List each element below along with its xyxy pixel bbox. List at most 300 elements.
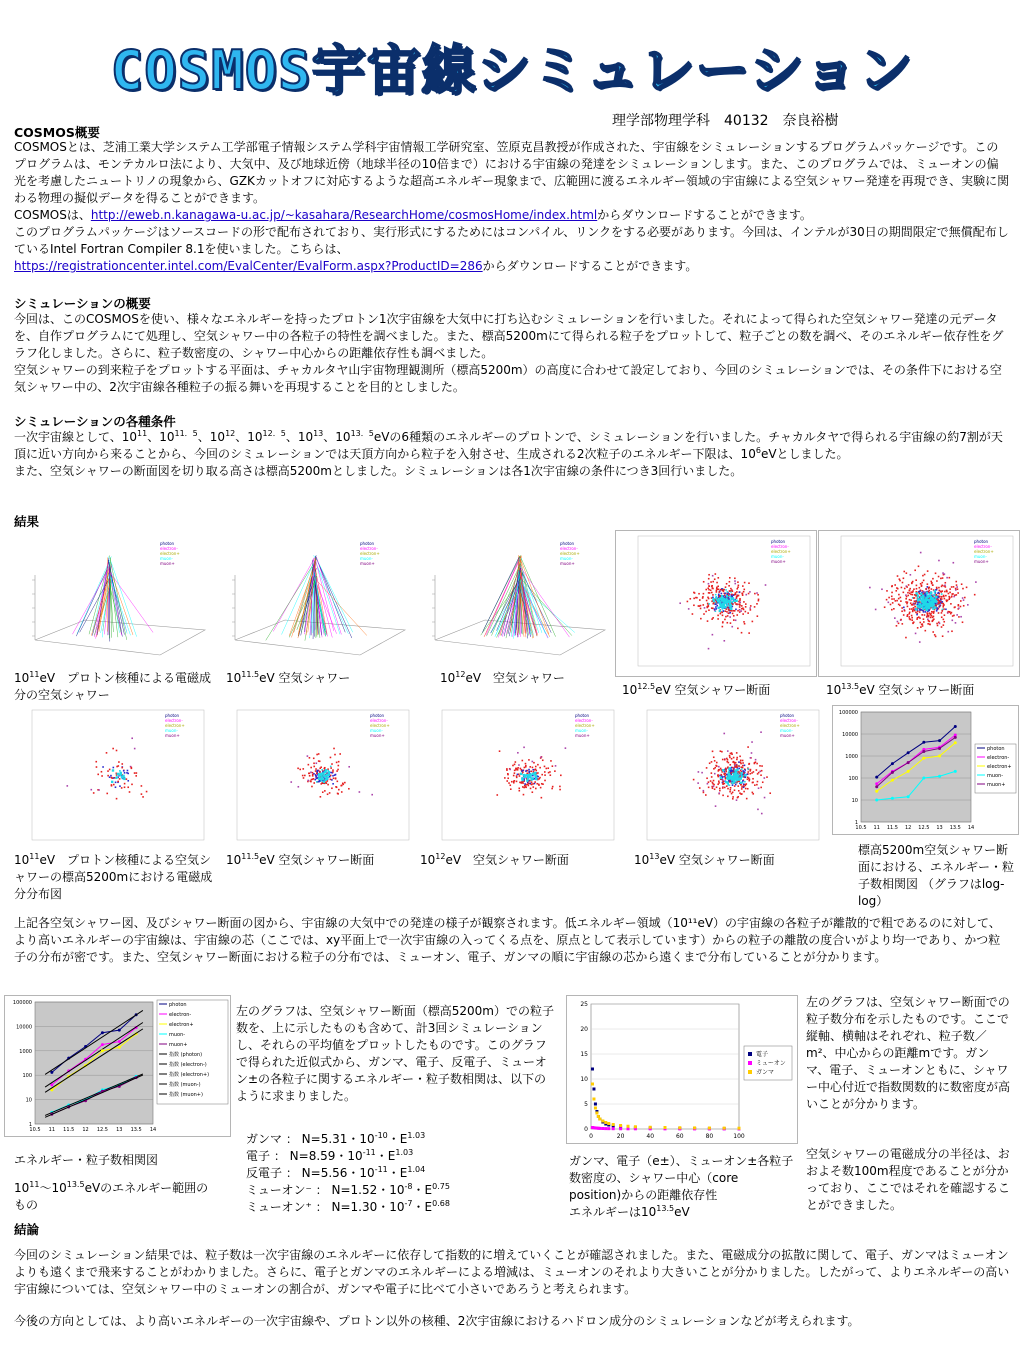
particle-point — [890, 604, 892, 606]
caption-text: eV プロトン核種による空気シャワーの標高5200mにおける電磁成分分布図 — [14, 853, 213, 901]
formula-coef: N=5.56・10 — [301, 1166, 375, 1180]
particle-point — [525, 763, 527, 765]
particle-point — [732, 798, 734, 800]
particle-point — [734, 610, 736, 612]
density-point-ガンマ — [634, 1125, 637, 1128]
particle-point — [316, 754, 318, 756]
particle-point — [746, 773, 748, 775]
x-tick-label: 11 — [873, 825, 880, 831]
particle-point — [742, 613, 744, 615]
overview-p1: COSMOSとは、芝浦工業大学システム工学部電子情報システム学科宇宙情報工学研究室、笠原克昌教授が作成された、宇宙線をシミュレーションするプログラムパッケージです。このプログラムは、モンテカルロ法により、大気中、及び地球近傍（地球半径の10倍まで）における宇宙線の発達をシミュレーションします。また、このプログラムでは、ミューオンの偏光を考慮したニュートリノの現象から、GZKカットオフに対応するような超高エネルギー現象まで、広範囲に渡るエネルギー領域の宇宙線による空気シャワー発達を再現でき、実験に関わる物理の擬似データを得ることができます。 — [14, 140, 1010, 205]
poster-title: COSMOS宇宙線シミュレーション — [110, 39, 914, 102]
muon-point — [733, 781, 735, 783]
particle-point — [552, 765, 554, 767]
particle-point — [724, 759, 726, 761]
particle-point — [717, 774, 719, 776]
legend-label: electron- — [160, 546, 178, 551]
particle-point — [912, 610, 914, 612]
particle-point — [530, 788, 532, 790]
particle-point — [895, 590, 897, 592]
particle-point — [750, 757, 752, 759]
particle-point — [921, 582, 923, 584]
particle-point — [908, 584, 910, 586]
particle-point — [711, 585, 713, 587]
particle-point — [550, 774, 552, 776]
muon-point — [741, 775, 743, 777]
particle-point — [66, 785, 68, 787]
particle-point — [708, 609, 710, 611]
exponent: 11 — [29, 852, 40, 861]
muon-point — [526, 779, 528, 781]
particle-point — [722, 787, 724, 789]
x-tick-label: 14 — [967, 825, 975, 831]
particle-point — [723, 640, 725, 642]
density-point-電子 — [592, 1088, 595, 1091]
particle-point — [967, 604, 969, 606]
particle-point — [949, 611, 951, 613]
particle-point — [909, 599, 911, 601]
exponent: 11．5 — [174, 429, 198, 438]
particle-point — [911, 591, 913, 593]
particle-point — [898, 623, 900, 625]
conclusion-p2: 今後の方向としては、より高いエネルギーの一次宇宙線や、プロトン以外の核種、2次宇宙線におけるハドロン成分のシミュレーションなどが考えられます。 — [14, 1314, 860, 1328]
particle-point — [734, 594, 736, 596]
particle-point — [307, 780, 309, 782]
series-point-photon — [891, 762, 894, 765]
legend-label: 指数 (muon-) — [169, 1082, 201, 1088]
particle-point — [715, 573, 717, 575]
scatter-svg — [10, 705, 210, 850]
particle-point — [953, 596, 955, 598]
muon-point — [927, 605, 929, 607]
particle-point — [765, 584, 767, 586]
formula-row — [246, 1165, 566, 1182]
particle-point — [146, 791, 148, 793]
particle-point — [699, 787, 701, 789]
sim-overview-body — [14, 311, 1010, 396]
x-tick-label: 80 — [705, 1133, 714, 1140]
particle-point — [528, 771, 530, 773]
particle-point — [944, 582, 946, 584]
particle-point — [706, 777, 708, 779]
formula-particle: 電子 — [246, 1149, 271, 1163]
series-point-muon+ — [907, 761, 910, 764]
particle-point — [692, 613, 694, 615]
muon-point — [740, 782, 742, 784]
particle-point — [769, 792, 771, 794]
caption-text: 10 — [826, 683, 842, 697]
legend-label: photon — [771, 539, 786, 544]
particle-point — [948, 593, 950, 595]
particle-point — [946, 577, 948, 579]
particle-point — [710, 581, 712, 583]
exponent: -11 — [362, 1148, 376, 1157]
particle-point — [514, 770, 516, 772]
particle-point — [731, 589, 733, 591]
cross-section-plot-13-5 — [818, 530, 1020, 677]
x-tick-label: 60 — [675, 1133, 684, 1140]
density-chart — [566, 995, 798, 1144]
shower-3d-svg — [10, 535, 210, 665]
legend-label: muon+ — [160, 561, 175, 566]
particle-point — [745, 603, 747, 605]
formula-particle: 反電子 — [246, 1166, 283, 1180]
particle-point — [738, 790, 740, 792]
particle-point — [734, 762, 736, 764]
particle-point — [527, 770, 529, 772]
particle-point — [119, 770, 121, 772]
particle-point — [756, 603, 758, 605]
particle-point — [329, 792, 331, 794]
particle-point — [943, 604, 945, 606]
particle-point — [731, 758, 733, 760]
particle-point — [916, 614, 918, 616]
particle-point — [708, 578, 710, 580]
particle-point — [536, 783, 538, 785]
caption-fig12 — [14, 1180, 214, 1214]
particle-point — [923, 611, 925, 613]
particle-point — [712, 575, 714, 577]
particle-point — [744, 769, 746, 771]
particle-point — [737, 581, 739, 583]
particle-point — [939, 606, 941, 608]
series-point-muon- — [954, 770, 957, 773]
x-tick-label: 10.5 — [855, 825, 867, 831]
energy-count-chart-large — [4, 995, 231, 1137]
density-point-ガンマ — [627, 1125, 630, 1128]
muon-point — [326, 778, 328, 780]
particle-point — [555, 765, 557, 767]
formula-sep: ： — [282, 1132, 302, 1146]
muon-point — [927, 596, 929, 598]
overview-body — [14, 139, 1010, 275]
conditions-text: eVとしました。 — [760, 447, 849, 461]
particle-point — [327, 784, 329, 786]
particle-point — [906, 603, 908, 605]
particle-point — [908, 616, 910, 618]
particle-point — [895, 600, 897, 602]
particle-point — [507, 773, 509, 775]
caption-text: eV 空気シャワー断面 — [655, 683, 771, 697]
particle-point — [931, 611, 933, 613]
particle-point — [886, 599, 888, 601]
exponent: 0.75 — [432, 1182, 450, 1191]
particle-point — [942, 606, 944, 608]
particle-point — [902, 582, 904, 584]
particle-point — [941, 596, 943, 598]
particle-point — [747, 746, 749, 748]
formula-sep: ： — [311, 1183, 332, 1197]
particle-point — [716, 765, 718, 767]
exponent: 12.5 — [637, 682, 656, 691]
particle-point — [729, 784, 731, 786]
particle-point — [540, 787, 542, 789]
muon-point — [929, 594, 931, 596]
particle-point — [316, 772, 318, 774]
legend-label: electron- — [780, 718, 798, 723]
particle-point — [953, 562, 955, 564]
particle-point — [532, 791, 534, 793]
particle-point — [713, 780, 715, 782]
muon-point — [922, 598, 924, 600]
legend-label: muon- — [370, 728, 383, 733]
particle-point — [720, 768, 722, 770]
particle-point — [712, 588, 714, 590]
particle-point — [124, 783, 126, 785]
x-tick-label: 13 — [116, 1127, 123, 1133]
particle-point — [725, 589, 727, 591]
particle-point — [721, 593, 723, 595]
particle-point — [735, 609, 737, 611]
particle-point — [752, 792, 754, 794]
particle-point — [903, 614, 905, 616]
particle-point — [722, 795, 724, 797]
cross-section-plot-11-5 — [215, 705, 415, 850]
particle-point — [941, 612, 943, 614]
density-point-ミューオン — [619, 1127, 622, 1130]
muon-point — [736, 777, 738, 779]
particle-point — [944, 573, 946, 575]
particle-point — [915, 633, 917, 635]
exponent: 6 — [755, 446, 761, 455]
particle-point — [951, 620, 953, 622]
particle-point — [722, 608, 724, 610]
overview-p2-pre: COSMOSは、 — [14, 208, 91, 222]
particle-point — [514, 780, 516, 782]
particle-point — [729, 612, 731, 614]
particle-point — [898, 594, 900, 596]
particle-point — [943, 619, 945, 621]
y-tick-label: 100000 — [838, 710, 858, 716]
density-point-ガンマ — [678, 1126, 681, 1129]
particle-point — [963, 605, 965, 607]
y-tick-label: 100 — [848, 776, 858, 782]
particle-point — [735, 603, 737, 605]
particle-point — [333, 777, 335, 779]
particle-point — [894, 617, 896, 619]
particle-point — [941, 616, 943, 618]
muon-point — [721, 598, 723, 600]
caption-text: エネルギーは10 — [569, 1205, 657, 1219]
particle-point — [723, 733, 725, 735]
particle-point — [757, 615, 759, 617]
exponent: 11 — [29, 670, 40, 679]
x-tick-label: 13.5 — [949, 825, 961, 831]
shower-3d-svg — [410, 535, 610, 665]
particle-point — [924, 614, 926, 616]
particle-point — [914, 600, 916, 602]
particle-point — [322, 791, 324, 793]
muon-point — [119, 773, 121, 775]
particle-point — [90, 789, 92, 791]
particle-point — [750, 769, 752, 771]
x-tick-label: 12.5 — [918, 825, 930, 831]
particle-point — [935, 604, 937, 606]
particle-point — [514, 764, 516, 766]
particle-point — [725, 610, 727, 612]
formula-energy: ・E — [387, 1166, 408, 1180]
shower-track — [76, 567, 108, 636]
particle-point — [743, 786, 745, 788]
exponent: -11 — [374, 1165, 388, 1174]
particle-point — [727, 622, 729, 624]
particle-point — [945, 595, 947, 597]
particle-point — [308, 764, 310, 766]
particle-point — [958, 607, 960, 609]
particle-point — [718, 591, 720, 593]
particle-point — [726, 611, 728, 613]
y-tick-label: 15 — [580, 1051, 588, 1058]
particle-point — [711, 772, 713, 774]
particle-point — [713, 786, 715, 788]
chart-plot-area — [35, 1002, 153, 1124]
caption-text: eV 空気シャワー — [259, 671, 351, 685]
particle-point — [313, 763, 315, 765]
particle-point — [506, 780, 508, 782]
particle-point — [717, 618, 719, 620]
particle-point — [755, 759, 757, 761]
particle-point — [756, 769, 758, 771]
plot-legend — [370, 713, 390, 738]
particle-point — [541, 774, 543, 776]
particle-point — [97, 774, 99, 776]
shower-3d-plot-3 — [410, 535, 610, 665]
caption-fig4 — [622, 682, 822, 699]
particle-point — [508, 782, 510, 784]
legend-label: electron+ — [987, 764, 1012, 770]
particle-point — [911, 615, 913, 617]
legend-label: muon+ — [169, 1042, 188, 1048]
particle-point — [729, 590, 731, 592]
particle-point — [732, 613, 734, 615]
particle-point — [956, 614, 958, 616]
particle-point — [935, 636, 937, 638]
plot-legend — [771, 539, 791, 564]
particle-point — [727, 788, 729, 790]
particle-point — [298, 786, 300, 788]
particle-point — [127, 770, 129, 772]
particle-point — [731, 753, 733, 755]
particle-point — [919, 587, 921, 589]
particle-point — [745, 594, 747, 596]
density-point-ミューオン — [612, 1127, 615, 1130]
particle-point — [734, 583, 736, 585]
particle-point — [319, 771, 321, 773]
cross-section-plot-12 — [420, 705, 620, 850]
particle-point — [327, 768, 329, 770]
particle-point — [712, 581, 714, 583]
particle-point — [911, 608, 913, 610]
particle-point — [697, 782, 699, 784]
particle-point — [708, 598, 710, 600]
particle-point — [736, 766, 738, 768]
particle-point — [933, 616, 935, 618]
particle-point — [931, 588, 933, 590]
particle-point — [731, 626, 733, 628]
particle-point — [729, 577, 731, 579]
overview-p3-post: からダウンロードすることができます。 — [482, 259, 698, 273]
particle-point — [894, 584, 896, 586]
particle-point — [102, 766, 104, 768]
particle-point — [727, 795, 729, 797]
muon-point — [535, 778, 537, 780]
particle-point — [741, 605, 743, 607]
particle-point — [937, 600, 939, 602]
particle-point — [698, 593, 700, 595]
particle-point — [757, 809, 759, 811]
particle-point — [525, 786, 527, 788]
exponent: 0.68 — [432, 1199, 450, 1208]
particle-point — [923, 618, 925, 620]
particle-point — [713, 756, 715, 758]
muon-point — [717, 600, 719, 602]
particle-point — [720, 589, 722, 591]
formula-energy: ・E — [412, 1200, 433, 1214]
particle-point — [912, 622, 914, 624]
particle-point — [952, 615, 954, 617]
particle-point — [905, 601, 907, 603]
legend-swatch — [748, 1052, 752, 1056]
particle-point — [330, 766, 332, 768]
exponent: 11 — [29, 1180, 40, 1189]
particle-point — [907, 606, 909, 608]
particle-point — [942, 577, 944, 579]
particle-point — [869, 587, 871, 589]
particle-point — [899, 578, 901, 580]
caption-text: eVのエネルギー範囲のもの — [14, 1181, 209, 1212]
exponent: 12 — [435, 852, 446, 861]
particle-point — [121, 763, 123, 765]
formula-row — [246, 1148, 566, 1165]
particle-point — [716, 605, 718, 607]
conditions-text: 、10 — [147, 430, 175, 444]
particle-point — [723, 590, 725, 592]
particle-point — [738, 765, 740, 767]
conditions-text: eVの6種類のエネルギーのプロトンで、シミュレーションを行いました。チャカルタヤで得られる宇宙線の約7割が天頂に近い方向から来ることから、今回のシミュレーションでは天頂方向から粒子を入射させ、生成される2次粒子のエネルギー下限は、10 — [14, 430, 1003, 461]
particle-point — [696, 597, 698, 599]
series-point-electron+ — [875, 790, 878, 793]
particle-point — [716, 762, 718, 764]
muon-point — [929, 604, 931, 606]
particle-point — [938, 576, 940, 578]
particle-point — [532, 783, 534, 785]
particle-point — [330, 779, 332, 781]
particle-point — [713, 768, 715, 770]
particle-point — [316, 778, 318, 780]
particle-point — [740, 784, 742, 786]
caption-text: 10 — [420, 853, 436, 867]
author-line: 理学部物理学科 40132 奈良裕樹 — [612, 113, 839, 129]
particle-point — [726, 591, 728, 593]
intel-download-link[interactable]: https://registrationcenter.intel.com/EvalCenter/EvalForm.aspx?ProductID=286 — [14, 259, 483, 273]
particle-point — [551, 788, 553, 790]
muon-point — [737, 774, 739, 776]
particle-point — [127, 773, 129, 775]
em-radius-note: 空気シャワーの電磁成分の半径は、おおよそ数100m程度であることが分かっており、ここではそれを確認することができました。 — [806, 1147, 1011, 1212]
cosmos-download-link[interactable]: http://eweb.n.kanagawa-u.ac.jp/~kasahara/ResearchHome/cosmosHome/index.html — [90, 208, 598, 222]
particle-point — [512, 765, 514, 767]
axis-floor — [435, 620, 605, 655]
muon-point — [318, 778, 320, 780]
exponent: 13.5 — [66, 1180, 85, 1189]
particle-point — [924, 574, 926, 576]
legend-label: electron+ — [560, 551, 580, 556]
particle-point — [955, 589, 957, 591]
particle-point — [900, 597, 902, 599]
particle-point — [119, 778, 121, 780]
legend-label: electron- — [560, 546, 578, 551]
cross-section-plot-11 — [10, 705, 210, 850]
